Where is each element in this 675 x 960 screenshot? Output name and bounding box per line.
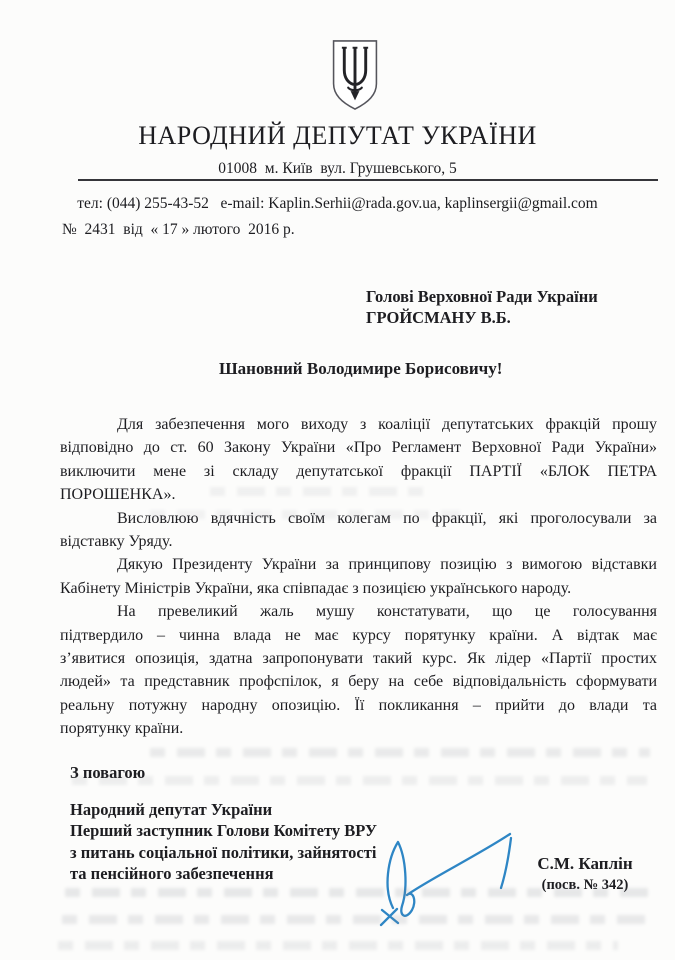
body-line: людей» та представник профспілок, я беру на себе відповідальність сформувати xyxy=(60,673,657,691)
body-line: Висловлюю вдячність своїм колегам по фракції, які проголосували за xyxy=(117,509,657,527)
signer-position-line: та пенсійного забезпечення xyxy=(70,864,274,884)
signer-name: С.М. Каплін xyxy=(537,854,633,873)
ukraine-trident-coat-of-arms-icon xyxy=(329,38,381,112)
letterhead-divider xyxy=(78,179,658,181)
body-line: виключити мене зі складу депутатської фракції ПАРТІЇ «БЛОК ПЕТРА xyxy=(60,462,657,480)
body-line: порятунку країни. xyxy=(60,720,184,738)
bleed-through-artifact xyxy=(72,776,647,785)
signer-position-line: з питань соціальної політики, зайнятості xyxy=(70,842,377,862)
body-line: відставку Уряду. xyxy=(60,533,173,551)
bleed-through-artifact xyxy=(210,487,430,496)
body-line: відповідно до ст. 60 Закону України «Про Регламент Верховної Ради України» xyxy=(60,439,657,457)
body-line: реальну потужну народну опозицію. Її покликання – прийти до влади та xyxy=(60,696,657,714)
salutation: Шановний Володимире Борисовичу! xyxy=(219,359,503,378)
addressee-line-1: Голові Верховної Ради України xyxy=(366,287,598,306)
body-line: Дякую Президенту України за принципову позицію з вимогою відставки xyxy=(117,556,657,574)
signer-position-line: Народний депутат України xyxy=(70,800,273,819)
body-line: з’явитися опозиція, здатна запропонувати такий курс. Як лідер «Партії простих xyxy=(60,650,657,668)
bleed-through-artifact xyxy=(58,941,618,950)
signer-position-line: Перший заступник Голови Комітету ВРУ xyxy=(70,821,377,841)
addressee-block xyxy=(366,286,598,328)
letterhead-contact: тел: (044) 255-43-52 e-mail: Kaplin.Serhii@rada.gov.ua, kaplinsergii@gmail.com xyxy=(77,195,598,212)
addressee-line-2: ГРОЙСМАНУ В.Б. xyxy=(366,308,511,327)
handwritten-signature-icon xyxy=(368,822,528,927)
closing-regards: З повагою xyxy=(70,763,146,782)
body-line: На превеликий жаль мушу констатувати, що це голосування xyxy=(117,603,657,621)
letterhead-title: НАРОДНИЙ ДЕПУТАТ УКРАЇНИ xyxy=(138,121,537,150)
body-line: Кабінету Міністрів України, яка співпадає з позицією українського народу. xyxy=(60,579,572,597)
letterhead-address: 01008 м. Київ вул. Грушевського, 5 xyxy=(218,160,457,177)
body-line: Для забезпечення мого виходу з коаліції депутатських фракцій прошу xyxy=(117,416,657,433)
reference-number-line: № 2431 від « 17 » лютого 2016 р. xyxy=(62,221,295,238)
bleed-through-artifact xyxy=(65,888,655,897)
body-line: ПОРОШЕНКА». xyxy=(60,486,176,504)
letter-body xyxy=(60,413,657,741)
bleed-through-artifact xyxy=(150,748,650,757)
signer-position-block xyxy=(70,799,377,885)
signer-credential: (посв. № 342) xyxy=(541,877,629,893)
body-line: підтвердило – чинна влада не має курсу порятунку країни. А відтак має xyxy=(60,626,657,644)
bleed-through-artifact xyxy=(150,510,460,519)
bleed-through-artifact xyxy=(62,915,647,924)
